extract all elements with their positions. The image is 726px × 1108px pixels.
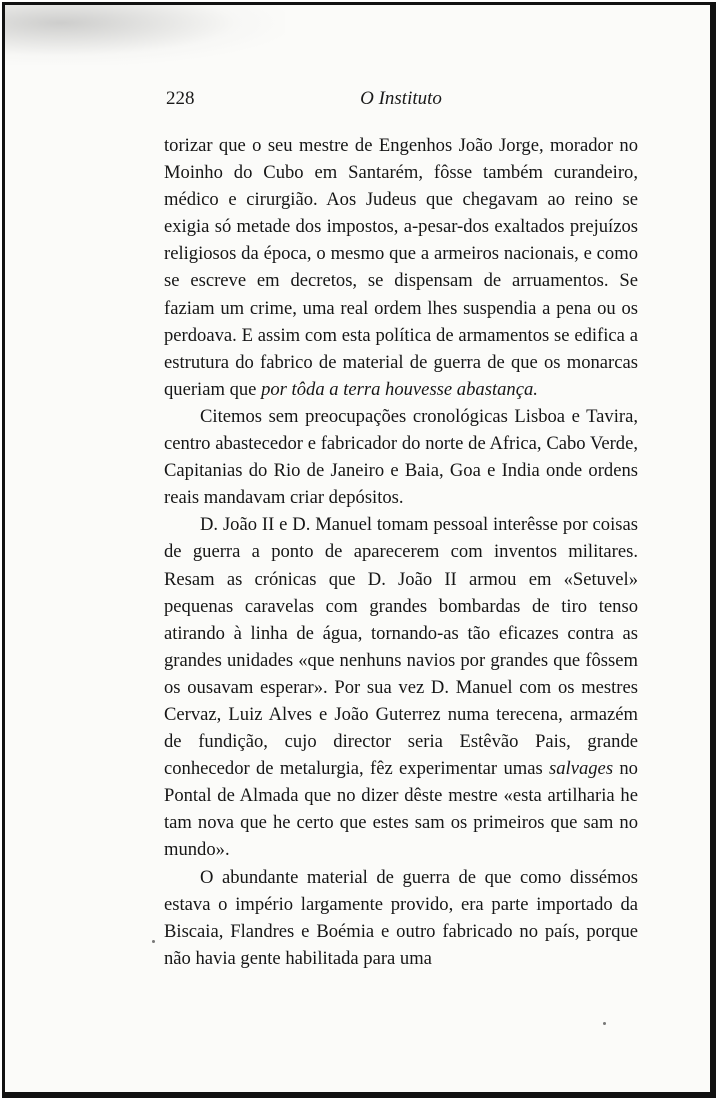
- italic-text: salvages: [549, 758, 614, 780]
- text-run: torizar que o seu mestre de Engenhos João Jorge, morador no Moinho do Cubo em Santarém, fôsse também curandeiro, médico e cirurgião. Aos Judeus que chegavam ao reino se exigia só metade dos impostos, a-pesar-dos exaltados prejuízos religiosos da época, o mesmo que a armeiros nacionais, e como se escreve em decretos, se dispensam de arruamentos. Se faziam um crime, uma real ordem lhes suspendia a pena ou os perdoava. E assim com esta política de armamentos se edifica a estrutura do fabrico de material de guerra de que os monarcas queriam que: [164, 135, 638, 400]
- scan-speck: [603, 1022, 606, 1025]
- paragraph: [164, 864, 638, 972]
- italic-text: por tôda a terra houvesse abastança.: [261, 378, 538, 400]
- running-title: O Instituto: [360, 88, 442, 109]
- paragraph: [164, 511, 638, 863]
- page-number: 228: [166, 88, 195, 109]
- scan-speck: [152, 940, 155, 943]
- text-run: no Pontal de Almada que no dizer dêste mestre «esta artilharia he tam nova que he certo que estes sam os primeiros que sam no mundo».: [164, 758, 638, 861]
- page-header: [164, 88, 638, 114]
- text-run: O abundante material de guerra de que como dissémos estava o império largamente provido, era parte importado da Biscaia, Flandres e Boémia e outro fabricado no país, porque não havia gente habilitada para uma: [164, 866, 638, 969]
- text-run: Citemos sem preocupações cronológicas Lisboa e Tavira, centro abastecedor e fabricador do norte de Africa, Cabo Verde, Capitanias do Rio de Janeiro e Baia, Goa e India onde ordens reais mandavam criar depósitos.: [164, 405, 638, 509]
- body-text: [164, 132, 638, 972]
- paragraph: [164, 403, 638, 511]
- text-run: D. João II e D. Manuel tomam pessoal interêsse por coisas de guerra a ponto de aparecerem com inventos militares. Resam as crónicas que D. João II armou em «Setuvel» pequenas caravelas com grandes bombardas de tiro tenso atirando à linha de água, tornando-as tão eficazes contra as grandes unidades «que nenhuns navios por grandes que fôssem os ousavam esperar». Por sua vez D. Manuel com os mestres Cervaz, Luiz Alves e João Guterrez numa terecena, armazém de fundição, cujo director seria Estêvão Pais, grande conhecedor de metalurgia, fêz experimentar umas: [164, 514, 638, 780]
- scan-smudge: [5, 5, 285, 65]
- paragraph: [164, 132, 638, 403]
